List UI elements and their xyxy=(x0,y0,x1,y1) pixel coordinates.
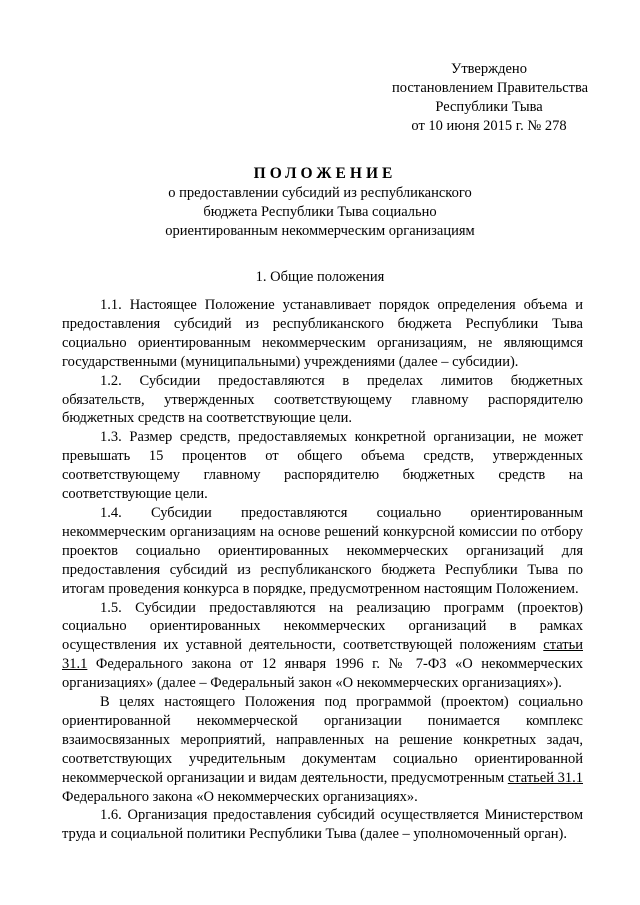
approval-line-republic: Республики Тыва xyxy=(435,99,543,115)
paragraph-1-5-text-start: 1.5. Субсидии предоставляются на реализацию программ (проектов) социально ориентированных некоммерческих организаций в рамках осуществления их уставной деятельности, соответствующей положениям xyxy=(62,599,583,654)
approval-line-approved: Утверждено xyxy=(451,61,527,77)
paragraph-1-4: 1.4. Субсидии предоставляются социально ориентированным некоммерческим организациям на основе решений конкурсной комиссии по отбору проектов социально ориентированных некоммерческих организаций для предоставления субсидий из республиканского бюджета Республики Тыва по итогам проведения конкурса в порядке, предусмотренном настоящим Положением. xyxy=(62,504,583,597)
article-31-1-link-2[interactable]: статьей 31.1 xyxy=(507,769,583,786)
document-subtitle-line-1: о предоставлении субсидий из республиканского xyxy=(168,185,472,201)
approval-line-date: от 10 июня 2015 г. № 278 xyxy=(411,118,567,134)
document-subtitle-line-2: бюджета Республики Тыва социально xyxy=(203,204,437,220)
document-subtitle-line-3: ориентированным некоммерческим организациям xyxy=(165,223,475,239)
paragraph-1-6: 1.6. Организация предоставления субсидий осуществляется Министерством труда и социальной политики Республики Тыва (далее – уполномоченный орган). xyxy=(62,807,583,843)
paragraph-1-5-text-end: Федерального закона от 12 января 1996 г. № 7-ФЗ «О некоммерческих организациях» (далее – Федеральный закон «О некоммерческих организациях»). xyxy=(62,656,583,692)
paragraph-program-text-end: Федерального закона «О некоммерческих организациях». xyxy=(62,788,418,805)
approval-line-decree: постановлением Правительства xyxy=(392,80,589,96)
article-31-1-link[interactable]: статьи 31.1 xyxy=(62,637,583,673)
paragraph-1-3: 1.3. Размер средств, предоставляемых конкретной организации, не может превышать 15 процентов от общего объема средств, утвержденных соответствующему главному распорядителю бюджетных средств на соответствующие цели. xyxy=(62,429,583,503)
document-body xyxy=(62,296,583,844)
paragraph-1-1: 1.1. Настоящее Положение устанавливает порядок определения объема и предоставления субсидий из республиканского бюджета Республики Тыва социально ориентированным некоммерческим организациям, не являющимся государственными (муниципальными) учреждениями (далее – субсидии). xyxy=(62,297,583,370)
paragraph-1-5 xyxy=(62,599,583,694)
paragraph-program-definition xyxy=(62,693,583,806)
approval-stamp xyxy=(392,60,589,136)
paragraph-program-text-start: В целях настоящего Положения под программой (проектом) социально ориентированной некоммерческой организации понимается комплекс взаимосвязанных мероприятий, направленных на решение конкретных задач, соответствующих учредительным документам социально ориентированной некоммерческой организации и видам деятельности, предусмотренным xyxy=(62,694,583,786)
paragraph-1-2: 1.2. Субсидии предоставляются в пределах лимитов бюджетных обязательств, утвержденных соответствующему главному распорядителю бюджетных средств на соответствующие цели. xyxy=(62,372,583,427)
document-title: ПОЛОЖЕНИЕ xyxy=(253,165,397,182)
document-heading xyxy=(0,164,640,241)
section-title: 1. Общие положения xyxy=(255,269,385,285)
